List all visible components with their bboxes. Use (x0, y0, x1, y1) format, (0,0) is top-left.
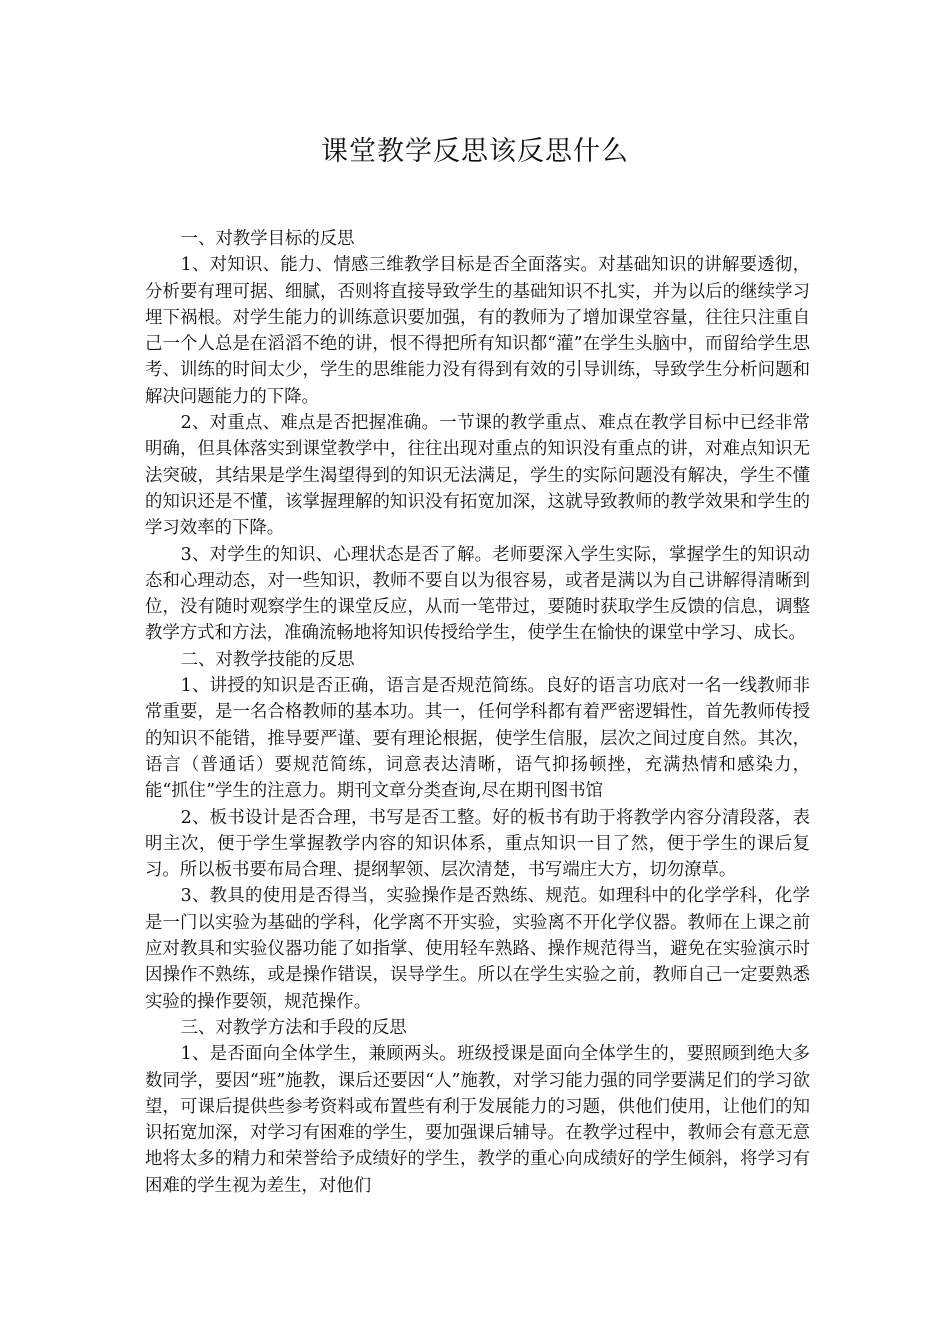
paragraph: 2、对重点、难点是否把握准确。一节课的教学重点、难点在教学目标中已经非常明确，但具体落实到课堂教学中，往往出现对重点的知识没有重点的讲，对难点知识无法突破，其结果是学生渴望得到的知识无法满足，学生的实际问题没有解决，学生不懂的知识还是不懂，该掌握理解的知识没有拓宽加深，这就导致教师的教学效果和学生的学习效率的下降。 (145, 413, 810, 539)
paragraph: 3、教具的使用是否得当，实验操作是否熟练、规范。如理科中的化学学科，化学是一门以实验为基础的学科，化学离不开实验，实验离不开化学仪器。教师在上课之前应对教具和实验仪器功能了如指掌、使用轻车熟路、操作规范得当，避免在实验演示时因操作不熟练，或是操作错误，误导学生。所以在学生实验之前，教师自己一定要熟悉实验的操作要领，规范操作。 (145, 886, 810, 1012)
document-body (145, 226, 810, 1199)
paragraph: 3、对学生的知识、心理状态是否了解。老师要深入学生实际，掌握学生的知识动态和心理动态，对一些知识，教师不要自以为很容易，或者是满以为自己讲解得清晰到位，没有随时观察学生的课堂反应，从而一笔带过，要随时获取学生反馈的信息，调整教学方式和方法，准确流畅地将知识传授给学生，使学生在愉快的课堂中学习、成长。 (145, 544, 810, 644)
paragraph: 1、对知识、能力、情感三维教学目标是否全面落实。对基础知识的讲解要透彻，分析要有理可据、细腻，否则将直接导致学生的基础知识不扎实，并为以后的继续学习埋下祸根。对学生能力的训练意识要加强，有的教师为了增加课堂容量，往往只注重自己一个人总是在滔滔不绝的讲，恨不得把所有知识都“灌”在学生头脑中，而留给学生思考、训练的时间太少，学生的思维能力没有得到有效的引导训练，导致学生分析问题和解决问题能力的下降。 (145, 255, 810, 407)
paragraph: 1、是否面向全体学生，兼顾两头。班级授课是面向全体学生的，要照顾到绝大多数同学，要因“班”施教，课后还要因“人”施教，对学习能力强的同学要满足们的学习欲望，可课后提供些参考资料或布置些有利于发展能力的习题，供他们使用，让他们的知识拓宽加深，对学习有困难的学生，要加强课后辅导。在教学过程中，教师会有意无意地将太多的精力和荣誉给予成绩好的学生，教学的重心向成绩好的学生倾斜，将学习有困难的学生视为差生，对他们 (145, 1044, 810, 1196)
section-heading-1: 一、对教学目标的反思 (180, 229, 355, 249)
paragraph: 1、讲授的知识是否正确，语言是否规范简练。良好的语言功底对一名一线教师非常重要，是一名合格教师的基本功。其一，任何学科都有着严密逻辑性，首先教师传授的知识不能错，推导要严谨、要有理论根据，使学生信服，层次之间过度自然。其次，语言（普通话）要规范简练，词意表达清晰，语气抑扬顿挫，充满热情和感染力，能“抓住”学生的注意力。期刊文章分类查询,尽在期刊图书馆 (145, 676, 810, 802)
paragraph: 2、板书设计是否合理，书写是否工整。好的板书有助于将教学内容分清段落，表明主次，便于学生掌握教学内容的知识体系，重点知识一目了然，便于学生的课后复习。所以板书要布局合理、提纲挈领、层次清楚，书写端庄大方，切勿潦草。 (145, 807, 810, 881)
document-title: 课堂教学反思该反思什么 (321, 136, 629, 167)
section-heading-3: 三、对教学方法和手段的反思 (180, 1017, 407, 1038)
section-heading-2: 二、对教学技能的反思 (180, 649, 355, 670)
